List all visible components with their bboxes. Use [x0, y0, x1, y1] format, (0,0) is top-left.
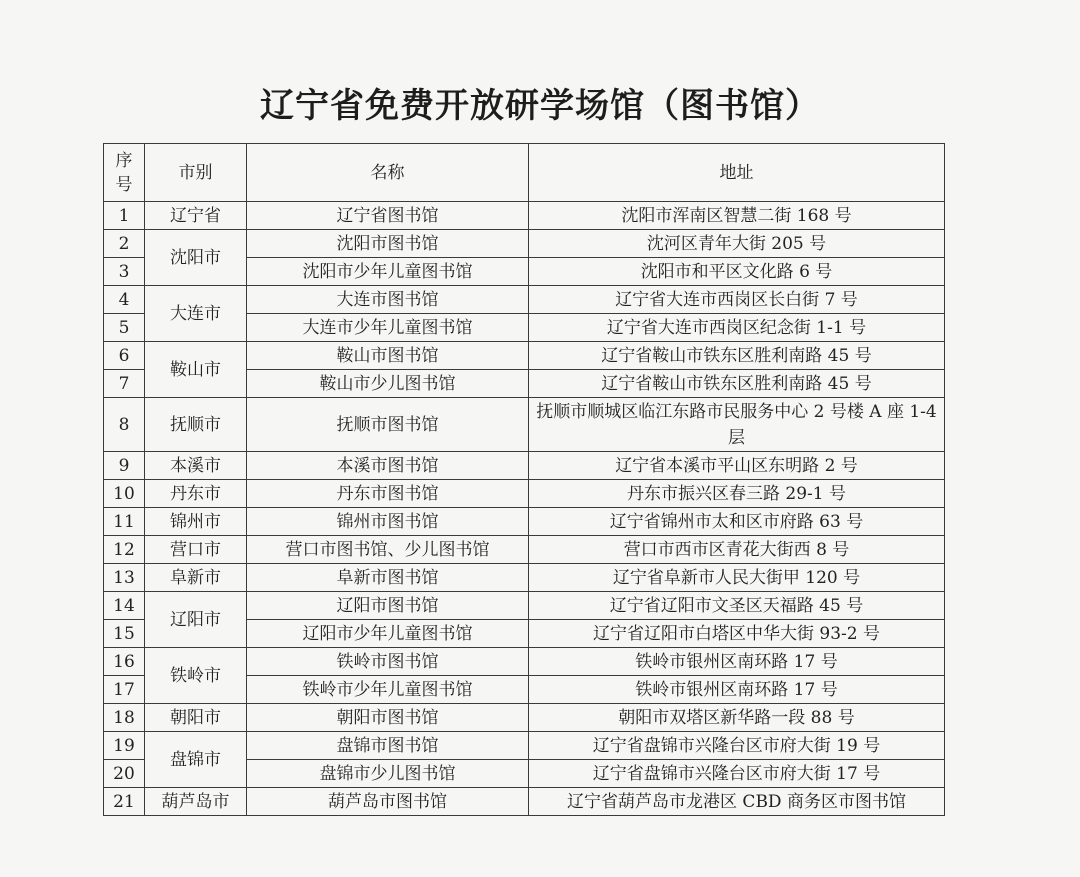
row-name: 丹东市图书馆	[247, 480, 529, 508]
row-name: 盘锦市少儿图书馆	[247, 760, 529, 788]
row-city: 辽宁省	[145, 202, 247, 230]
row-no: 18	[104, 704, 145, 732]
table-row	[104, 704, 945, 732]
header-city: 市别	[145, 144, 247, 202]
table-row	[104, 480, 945, 508]
row-address: 辽宁省大连市西岗区长白街 7 号	[529, 286, 945, 314]
row-name: 盘锦市图书馆	[247, 732, 529, 760]
row-city: 丹东市	[145, 480, 247, 508]
row-city: 锦州市	[145, 508, 247, 536]
row-name: 鞍山市少儿图书馆	[247, 370, 529, 398]
row-no: 17	[104, 676, 145, 704]
row-city: 沈阳市	[145, 230, 247, 286]
row-city: 葫芦岛市	[145, 788, 247, 816]
row-address: 丹东市振兴区春三路 29-1 号	[529, 480, 945, 508]
row-address: 辽宁省鞍山市铁东区胜利南路 45 号	[529, 370, 945, 398]
row-name: 朝阳市图书馆	[247, 704, 529, 732]
row-city: 阜新市	[145, 564, 247, 592]
row-no: 4	[104, 286, 145, 314]
row-address: 朝阳市双塔区新华路一段 88 号	[529, 704, 945, 732]
row-name: 营口市图书馆、少儿图书馆	[247, 536, 529, 564]
document-title: 辽宁省免费开放研学场馆（图书馆）	[260, 86, 820, 126]
library-table	[103, 143, 945, 816]
row-no: 21	[104, 788, 145, 816]
row-address: 辽宁省锦州市太和区市府路 63 号	[529, 508, 945, 536]
table-row	[104, 230, 945, 258]
row-name: 锦州市图书馆	[247, 508, 529, 536]
row-name: 大连市图书馆	[247, 286, 529, 314]
table-row	[104, 202, 945, 230]
row-name: 大连市少年儿童图书馆	[247, 314, 529, 342]
row-city: 朝阳市	[145, 704, 247, 732]
row-no: 6	[104, 342, 145, 370]
row-address: 沈阳市浑南区智慧二街 168 号	[529, 202, 945, 230]
table-row	[104, 286, 945, 314]
row-no: 1	[104, 202, 145, 230]
row-name: 辽阳市少年儿童图书馆	[247, 620, 529, 648]
row-address: 营口市西市区青花大街西 8 号	[529, 536, 945, 564]
row-address: 铁岭市银州区南环路 17 号	[529, 676, 945, 704]
header-name: 名称	[247, 144, 529, 202]
row-address: 铁岭市银州区南环路 17 号	[529, 648, 945, 676]
row-name: 辽宁省图书馆	[247, 202, 529, 230]
row-address: 辽宁省盘锦市兴隆台区市府大街 17 号	[529, 760, 945, 788]
row-name: 沈阳市少年儿童图书馆	[247, 258, 529, 286]
row-no: 2	[104, 230, 145, 258]
row-no: 16	[104, 648, 145, 676]
table-row	[104, 452, 945, 480]
table-row	[104, 788, 945, 816]
row-city: 大连市	[145, 286, 247, 342]
row-address: 辽宁省辽阳市白塔区中华大街 93-2 号	[529, 620, 945, 648]
table-row	[104, 564, 945, 592]
row-name: 鞍山市图书馆	[247, 342, 529, 370]
row-name: 抚顺市图书馆	[247, 398, 529, 452]
row-city: 鞍山市	[145, 342, 247, 398]
row-address: 抚顺市顺城区临江东路市民服务中心 2 号楼 A 座 1-4 层	[529, 398, 945, 452]
row-no: 7	[104, 370, 145, 398]
row-name: 本溪市图书馆	[247, 452, 529, 480]
row-name: 铁岭市少年儿童图书馆	[247, 676, 529, 704]
header-no: 序号	[104, 144, 145, 202]
row-address: 辽宁省盘锦市兴隆台区市府大街 19 号	[529, 732, 945, 760]
table-row	[104, 398, 945, 452]
row-no: 15	[104, 620, 145, 648]
header-row	[104, 144, 945, 202]
table-row	[104, 536, 945, 564]
row-city: 本溪市	[145, 452, 247, 480]
row-no: 8	[104, 398, 145, 452]
row-no: 9	[104, 452, 145, 480]
row-address: 沈阳市和平区文化路 6 号	[529, 258, 945, 286]
row-city: 抚顺市	[145, 398, 247, 452]
row-address: 辽宁省阜新市人民大街甲 120 号	[529, 564, 945, 592]
row-no: 20	[104, 760, 145, 788]
table-row	[104, 592, 945, 620]
row-no: 12	[104, 536, 145, 564]
row-no: 11	[104, 508, 145, 536]
row-no: 14	[104, 592, 145, 620]
row-address: 辽宁省葫芦岛市龙港区 CBD 商务区市图书馆	[529, 788, 945, 816]
row-city: 营口市	[145, 536, 247, 564]
row-no: 19	[104, 732, 145, 760]
row-name: 辽阳市图书馆	[247, 592, 529, 620]
row-name: 沈阳市图书馆	[247, 230, 529, 258]
row-city: 盘锦市	[145, 732, 247, 788]
row-address: 辽宁省本溪市平山区东明路 2 号	[529, 452, 945, 480]
row-address: 辽宁省辽阳市文圣区天福路 45 号	[529, 592, 945, 620]
table-row	[104, 342, 945, 370]
header-address: 地址	[529, 144, 945, 202]
row-city: 辽阳市	[145, 592, 247, 648]
row-name: 铁岭市图书馆	[247, 648, 529, 676]
table-row	[104, 508, 945, 536]
row-no: 5	[104, 314, 145, 342]
row-name: 阜新市图书馆	[247, 564, 529, 592]
row-no: 13	[104, 564, 145, 592]
row-name: 葫芦岛市图书馆	[247, 788, 529, 816]
row-no: 3	[104, 258, 145, 286]
row-address: 辽宁省大连市西岗区纪念街 1-1 号	[529, 314, 945, 342]
row-address: 辽宁省鞍山市铁东区胜利南路 45 号	[529, 342, 945, 370]
table-row	[104, 732, 945, 760]
table-row	[104, 648, 945, 676]
row-address: 沈河区青年大街 205 号	[529, 230, 945, 258]
row-no: 10	[104, 480, 145, 508]
row-city: 铁岭市	[145, 648, 247, 704]
